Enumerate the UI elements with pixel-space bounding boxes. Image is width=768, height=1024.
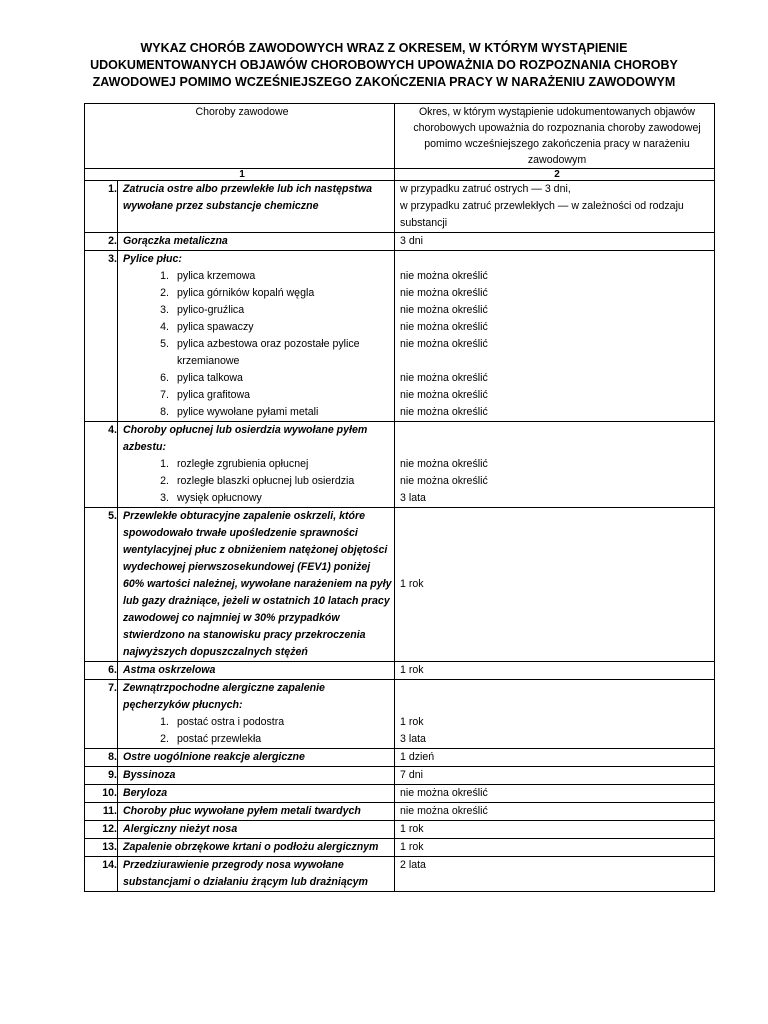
sub-text: pylica talkowa [177,372,243,384]
row-number: 10. [85,785,118,803]
sub-number: 3. [160,492,169,504]
period-value: nie można określić [400,304,488,316]
period-value: nie można określić [400,270,488,282]
disease-name: Ostre uogólnione reakcje alergiczne [118,749,395,767]
sub-item [123,302,394,319]
period-value [395,181,715,233]
disease-name: Choroby płuc wywołane pyłem metali twardych [118,803,395,821]
disease-name: Byssinoza [118,767,395,785]
sub-text: pylica spawaczy [177,321,254,333]
table-row [85,233,715,251]
table-row [85,839,715,857]
period-value: nie można określić [400,321,488,333]
sub-number: 3. [160,304,169,316]
row-number: 5. [85,508,118,662]
sub-text: pylica grafitowa [177,389,251,401]
sub-number: 2. [160,287,169,299]
row-number: 11. [85,803,118,821]
period-value: nie można określić [400,458,488,470]
sub-item [123,370,394,387]
disease-name: Zatrucia ostre albo przewlekłe lub ich następstwa wywołane przez substancje chemiczne [118,181,395,233]
period-value: 1 rok [395,662,715,680]
sub-number: 6. [160,372,169,384]
table-row [85,662,715,680]
period-value: 1 rok [395,508,715,662]
period-value: 7 dni [395,767,715,785]
sub-text: pylice wywołane pyłami metali [177,406,319,418]
row-number: 9. [85,767,118,785]
disease-name: Gorączka metaliczna [118,233,395,251]
disease-group [118,422,395,508]
period-value: nie można określić [400,406,488,418]
row-number: 12. [85,821,118,839]
title-line-3: ZAWODOWEJ POMIMO WCZEŚNIEJSZEGO ZAKOŃCZENIA PRACY W NARAŻENIU ZAWODOWYM [92,75,676,89]
sub-item [123,285,394,302]
sub-text: pylico-gruźlica [177,304,245,316]
period-value: 3 lata [400,492,426,504]
page-title [80,40,688,91]
sub-item [123,473,394,490]
sub-item [123,714,394,731]
column-number-1: 1 [85,169,395,181]
period-value: 2 lata [395,857,715,892]
row-number: 6. [85,662,118,680]
period-value: nie można określić [400,475,488,487]
sub-item [123,490,394,507]
sub-text: wysięk opłucnowy [177,492,262,504]
sub-text: postać ostra i podostra [177,716,285,728]
row-number: 13. [85,839,118,857]
sub-number: 7. [160,389,169,401]
sub-item [123,731,394,748]
sub-text: postać przewlekła [177,733,262,745]
table-row [85,422,715,508]
period-value: nie można określić [400,287,488,299]
period-value: nie można określić [400,389,488,401]
period-value: nie można określić [395,785,715,803]
sub-item [123,336,394,370]
table-row [85,181,715,233]
sub-number: 1. [160,270,169,282]
sub-text: rozległe blaszki opłucnej lub osierdzia [177,475,355,487]
period-line: w przypadku zatruć przewlekłych — w zależności od rodzaju substancji [400,200,684,229]
sub-text: rozległe zgrubienia opłucnej [177,458,309,470]
table-row [85,803,715,821]
sub-text: pylica krzemowa [177,270,256,282]
period-value: 1 rok [395,839,715,857]
sub-item [123,456,394,473]
disease-name: Pylice płuc: [123,253,182,265]
sub-number: 8. [160,406,169,418]
sub-text: pylica górników kopalń węgla [177,287,315,299]
sub-number: 2. [160,733,169,745]
column-number-2: 2 [395,169,715,181]
table-row [85,785,715,803]
table-row [85,821,715,839]
table-row [85,857,715,892]
row-number: 3. [85,251,118,422]
period-values [395,251,715,422]
sub-number: 4. [160,321,169,333]
period-value: 3 dni [395,233,715,251]
title-line-1: WYKAZ CHORÓB ZAWODOWYCH WRAZ Z OKRESEM, W KTÓRYM WYSTĄPIENIE [140,41,628,55]
period-value: 1 dzień [395,749,715,767]
period-line: w przypadku zatruć ostrych — 3 dni, [400,183,571,195]
row-number: 1. [85,181,118,233]
row-number: 2. [85,233,118,251]
disease-name: Choroby opłucnej lub osierdzia wywołane pyłem azbestu: [123,424,368,453]
period-value: 1 rok [400,716,424,728]
disease-name: Zewnątrzpochodne alergiczne zapalenie pęcherzyków płucnych: [123,682,325,711]
disease-name: Przedziurawienie przegrody nosa wywołane substancjami o działaniu żrącym lub drażniącym [118,857,395,892]
column-number-row [85,169,715,181]
disease-name: Alergiczny nieżyt nosa [118,821,395,839]
disease-name: Przewlekłe obturacyjne zapalenie oskrzeli, które spowodowało trwałe upośledzenie sprawności wentylacyjnej płuc z obniżeniem natężonej objętości wydechowej pierwszosekundowej (FEV1) poniżej 60% wartości należnej, wywołane narażeniem na pyły lub gazy drażniące, jeżeli w ostatnich 10 latach pracy zawodowej co najmniej w 30% przypadków stwierdzono na stanowisku pracy przekroczenia najwyższych dopuszczalnych stężeń [118,508,395,662]
period-value: nie można określić [400,372,488,384]
header-period: Okres, w którym wystąpienie udokumentowanych objawów chorobowych upoważnia do rozpoznania choroby zawodowej pomimo wcześniejszego zakończenia pracy w narażeniu zawodowym [395,104,715,169]
disease-group [118,251,395,422]
table-row [85,508,715,662]
period-value: nie można określić [400,338,488,350]
row-number: 8. [85,749,118,767]
sub-item [123,319,394,336]
diseases-table [84,103,715,892]
table-row [85,749,715,767]
sub-number: 1. [160,458,169,470]
sub-item [123,387,394,404]
sub-number: 2. [160,475,169,487]
period-value: 3 lata [400,733,426,745]
sub-item [123,268,394,285]
period-value: nie można określić [395,803,715,821]
table-header-row [85,104,715,169]
title-line-2: UDOKUMENTOWANYCH OBJAWÓW CHOROBOWYCH UPOWAŻNIA DO ROZPOZNANIA CHOROBY [90,58,678,72]
sub-text: pylica azbestowa oraz pozostałe pylice krzemianowe [177,338,360,367]
period-value: 1 rok [395,821,715,839]
disease-name: Beryloza [118,785,395,803]
period-values [395,422,715,508]
row-number: 7. [85,680,118,749]
disease-name: Zapalenie obrzękowe krtani o podłożu alergicznym [118,839,395,857]
sub-item [123,404,394,421]
disease-group [118,680,395,749]
table-row [85,680,715,749]
sub-number: 5. [160,338,169,350]
header-diseases: Choroby zawodowe [85,104,395,169]
disease-name: Astma oskrzelowa [118,662,395,680]
row-number: 14. [85,857,118,892]
table-row [85,251,715,422]
table-row [85,767,715,785]
period-values [395,680,715,749]
sub-number: 1. [160,716,169,728]
row-number: 4. [85,422,118,508]
